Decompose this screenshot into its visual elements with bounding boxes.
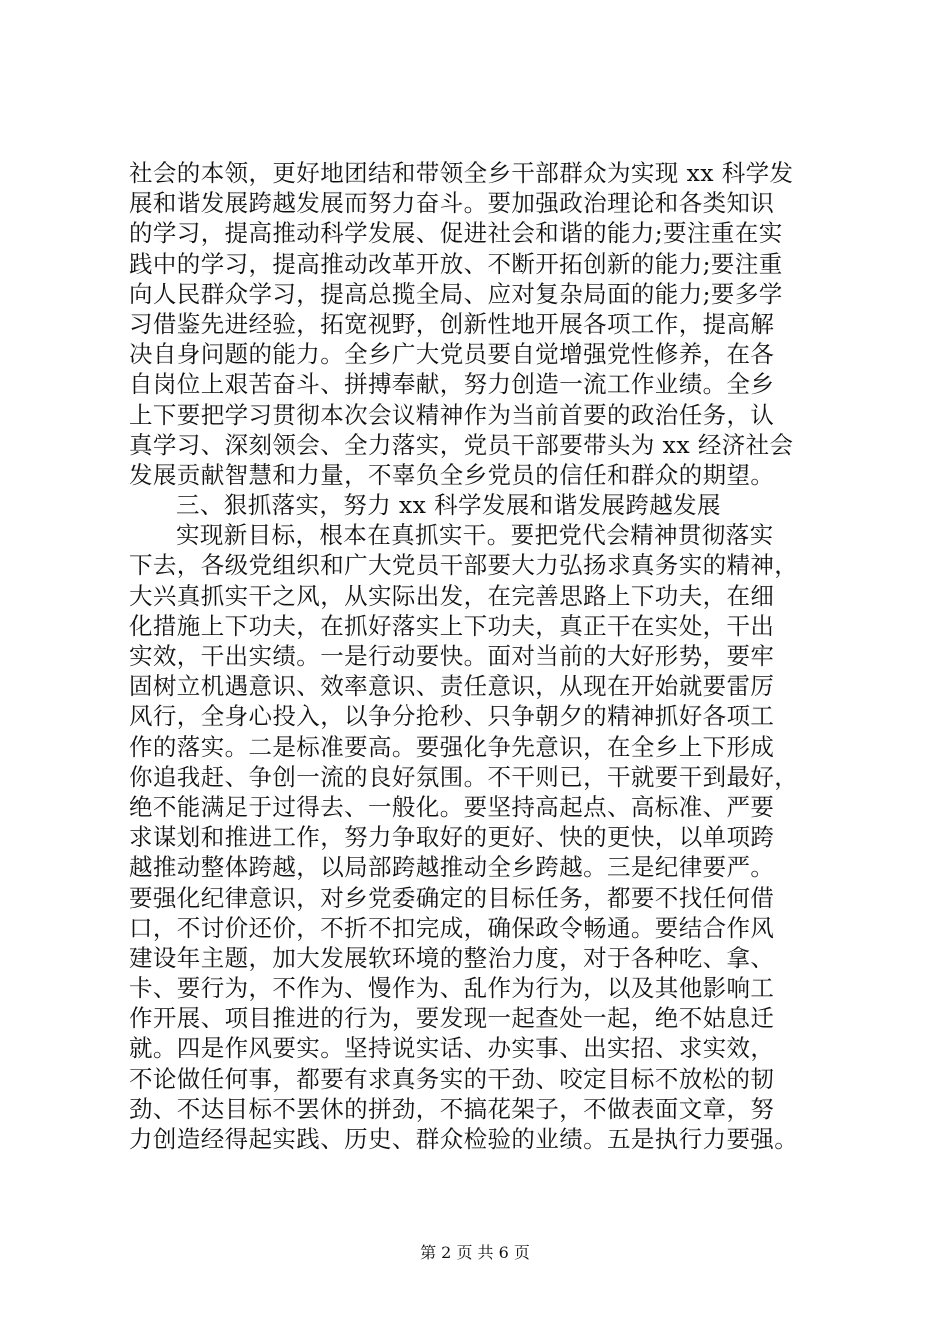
text-line: 绝不能满足于过得去、一般化。要坚持高起点、高标准、严要 xyxy=(129,792,775,821)
text-line: 建设年主题，加大发展软环境的整治力度，对于各种吃、拿、 xyxy=(129,943,775,972)
text-line: 口，不讨价还价，不折不扣完成，确保政令畅通。要结合作风 xyxy=(129,913,775,942)
text-line: 实效，干出实绩。一是行动要快。面对当前的大好形势，要牢 xyxy=(129,642,775,670)
text-line: 作开展、项目推进的行为，要发现一起查处一起，绝不姑息迁 xyxy=(129,1004,775,1033)
text-line: 上下要把学习贯彻本次会议精神作为当前首要的政治任务，认 xyxy=(129,400,775,429)
text-line: 求谋划和推进工作，努力争取好的更好、快的更快，以单项跨 xyxy=(129,823,775,852)
text-line: 风行，全身心投入，以争分抢秒、只争朝夕的精神抓好各项工 xyxy=(129,702,775,731)
page-footer xyxy=(0,1243,950,1263)
text-line: 固树立机遇意识、效率意识、责任意识，从现在开始就要雷厉 xyxy=(129,672,775,701)
text-line: 实现新目标，根本在真抓实干。要把党代会精神贯彻落实 xyxy=(176,521,774,550)
text-line: 社会的本领，更好地团结和带领全乡干部群众为实现 xx 科学发 xyxy=(129,159,794,187)
page-number: 第 2 页 共 6 页 xyxy=(420,1243,530,1262)
text-line: 向人民群众学习，提高总揽全局、应对复杂局面的能力;要多学 xyxy=(129,279,783,308)
body-text xyxy=(129,158,821,1154)
text-line: 要强化纪律意识，对乡党委确定的目标任务，都要不找任何借 xyxy=(129,883,775,912)
text-line: 就。四是作风要实。坚持说实话、办实事、出实招、求实效， xyxy=(129,1034,775,1063)
text-line: 劲、不达目标不罢休的拼劲，不搞花架子，不做表面文章，努 xyxy=(129,1094,775,1123)
text-line: 你追我赶、争创一流的良好氛围。不干则已，干就要干到最好， xyxy=(129,762,799,791)
text-line: 大兴真抓实干之风，从实际出发，在完善思路上下功夫，在细 xyxy=(129,581,775,610)
text-line: 的学习，提高推动科学发展、促进社会和谐的能力;要注重在实 xyxy=(129,219,783,248)
text-line: 真学习、深刻领会、全力落实，党员干部要带头为 xx 经济社会 xyxy=(129,430,794,459)
text-line: 化措施上下功夫，在抓好落实上下功夫，真正干在实处，干出 xyxy=(129,611,775,640)
text-line: 践中的学习，提高推动改革开放、不断开拓创新的能力;要注重 xyxy=(129,249,783,278)
text-line: 越推动整体跨越，以局部跨越推动全乡跨越。三是纪律要严。 xyxy=(129,853,775,882)
text-line: 卡、要行为，不作为、慢作为、乱作为行为，以及其他影响工 xyxy=(129,974,775,1003)
text-line: 习借鉴先进经验，拓宽视野，创新性地开展各项工作，提高解 xyxy=(129,309,775,338)
text-line: 不论做任何事，都要有求真务实的干劲、咬定目标不放松的韧 xyxy=(129,1064,775,1093)
text-line: 决自身问题的能力。全乡广大党员要自觉增强党性修养，在各 xyxy=(129,340,775,369)
text-line: 自岗位上艰苦奋斗、拼搏奉献，努力创造一流工作业绩。全乡 xyxy=(129,370,775,399)
text-line: 发展贡献智慧和力量，不辜负全乡党员的信任和群众的期望。 xyxy=(129,460,775,489)
text-line: 下去，各级党组织和广大党员干部要大力弘扬求真务实的精神， xyxy=(129,551,799,580)
text-line: 作的落实。二是标准要高。要强化争先意识，在全乡上下形成 xyxy=(129,732,775,761)
text-line: 力创造经得起实践、历史、群众检验的业绩。五是执行力要强。 xyxy=(129,1125,799,1153)
text-line: 三、狠抓落实，努力 xx 科学发展和谐发展跨越发展 xyxy=(176,491,721,520)
text-line: 展和谐发展跨越发展而努力奋斗。要加强政治理论和各类知识 xyxy=(129,189,775,218)
